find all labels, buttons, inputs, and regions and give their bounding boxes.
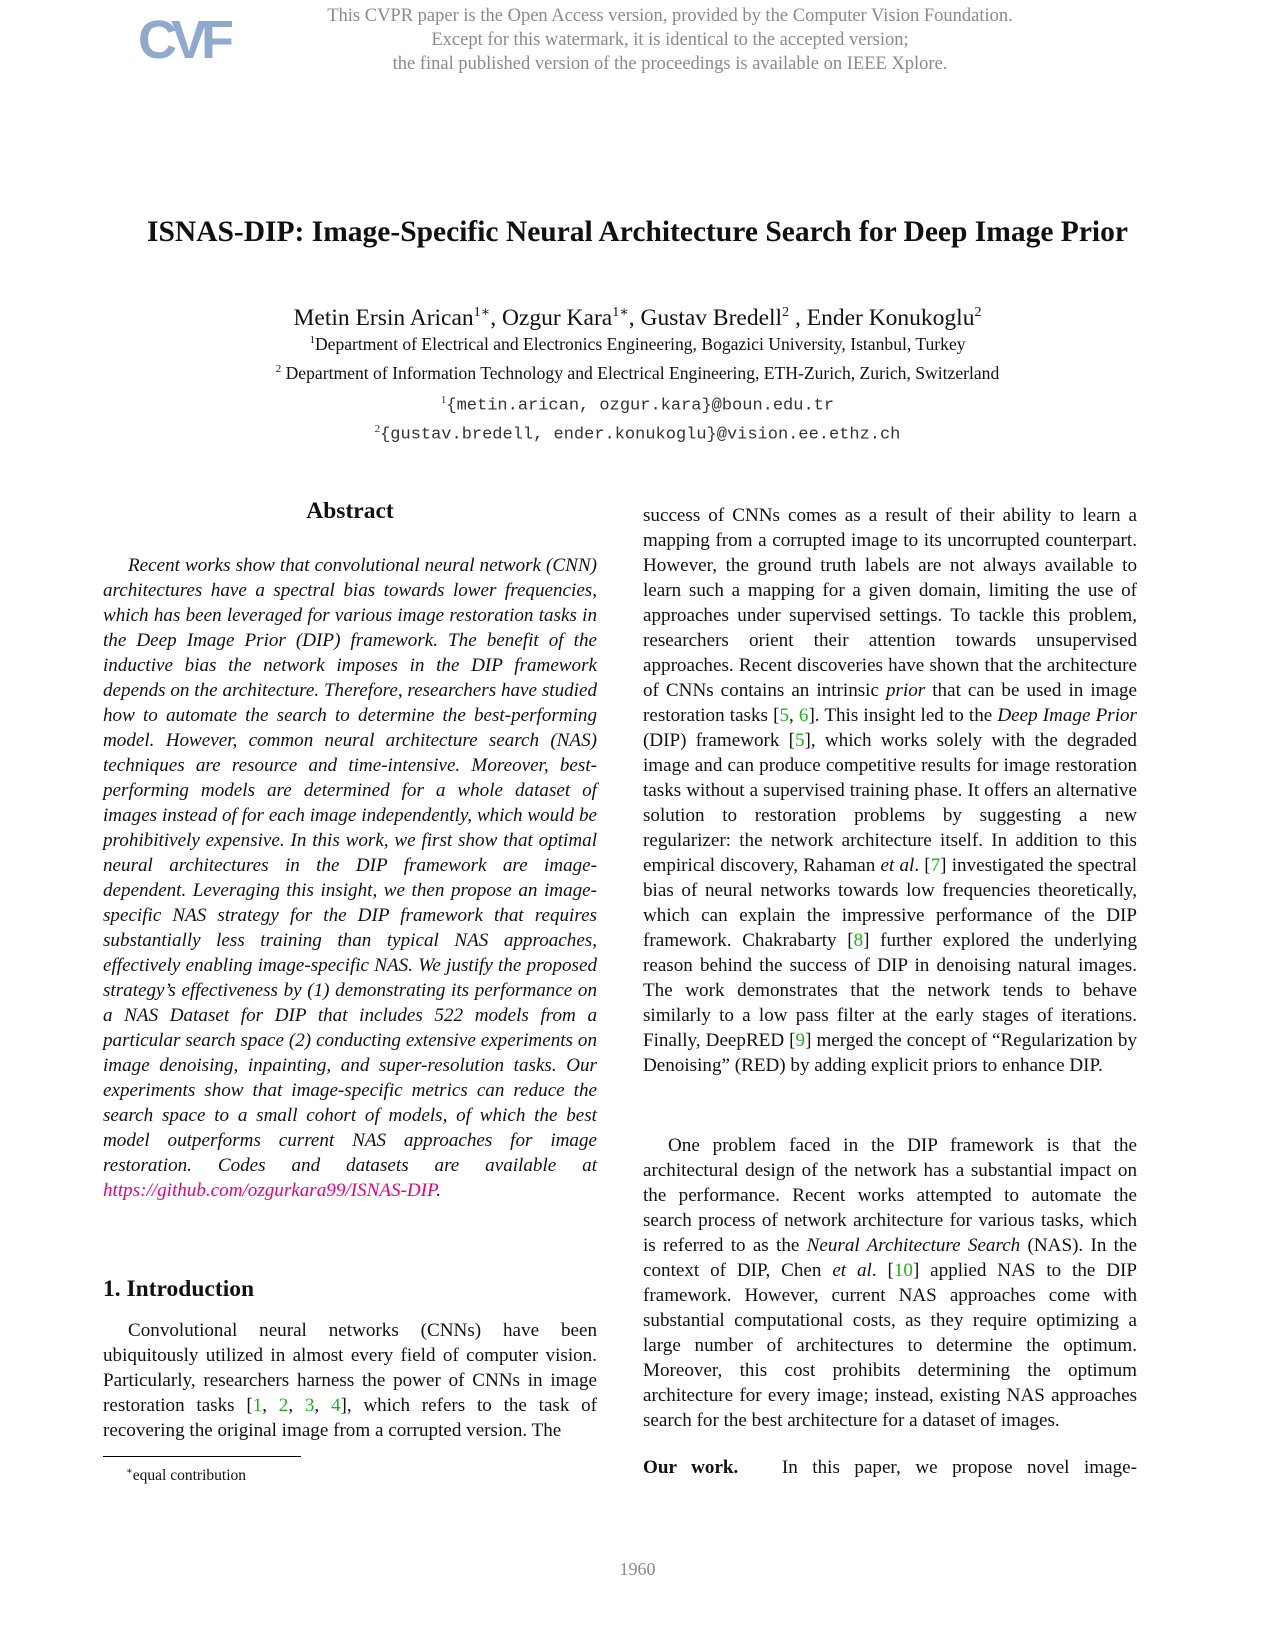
email-2-text: {gustav.bredell, ender.konukoglu}@vision.ee.ethz.ch [380,425,901,445]
footnote-mark: ∗ [126,1466,133,1477]
email-1-mark: 1 [440,394,447,406]
citation-10[interactable]: 10 [893,1260,913,1281]
affiliation-1-text: Department of Electrical and Electronics Engineering, Bogazici University, Istanbul, Turkey [314,333,966,354]
rc-dip-italic: Deep Image Prior [997,705,1137,726]
rc-text-a: success of CNNs comes as a result of their ability to learn a mapping from a corrupted image to its uncorrupted counterpart. However, the ground truth labels are not always available to learn such a mapping for a given domain, limiting the use of approaches under supervised settings. To tackle this problem, researchers orient their attention towards unsupervised approaches. Recent discoveries have shown that the architecture of CNNs contains an intrinsic [643,505,1137,701]
citation-5[interactable]: 5 [779,705,789,726]
watermark-line-3: the final published version of the proceedings is available on IEEE Xplore. [392,54,948,74]
author-2: , Ozgur Kara [490,304,613,331]
email-1-text: {metin.arican, ozgur.kara}@boun.edu.tr [446,396,835,416]
author-3: , Gustav Bredell [628,304,783,331]
citation-4[interactable]: 4 [330,1395,341,1416]
rc-text-c: ]. This insight led to the [808,705,998,726]
abstract-text: Recent works show that convolutional neural network (CNN) architectures have a spectral bias towards lower frequencies, which has been leveraged for various image restoration tasks in the Deep Image Prior (DIP) framework. The benefit of the inductive bias the network imposes in the DIP framework depends on the architecture. Therefore, researchers have studied how to automate the search to determine the best-performing model. However, common neural architecture search (NAS) techniques are resource and time-intensive. Moreover, best-performing models are determined for a whole dataset of images instead of for each image independently, which would be prohibitively expensive. In this work, we first show that optimal neural architectures in the DIP framework are image-dependent. Leveraging this insight, we then propose an image-specific NAS strategy for the DIP framework that requires substantially less training than typical NAS approaches, effectively enabling image-specific NAS. We justify the proposed strategy’s effectiveness by (1) demonstrating its performance on a NAS Dataset for DIP that includes 522 models from a particular search space (2) conducting extensive experiments on image denoising, inpainting, and super-resolution tasks. Our experiments show that image-specific metrics can reduce the search space to a small cohort of models, of which the best model outperforms current NAS approaches for image restoration. Codes and datasets are available at [103,555,597,1176]
rc2-text-d: ] applied NAS to the DIP framework. However, current NAS approaches come with substantial computational costs, as they require optimizing a large number of architectures to determine the optimum. Moreover, this cost prohibits determining the optimum architecture for every image; instead, existing NAS approaches search for the best architecture for a dataset of images. [643,1260,1138,1431]
author-4-mark: 2 [974,305,982,320]
footnote-rule [103,1456,301,1457]
our-work-text: In this paper, we propose novel image- [781,1457,1137,1478]
citation-5b[interactable]: 5 [794,730,805,751]
author-1: Metin Ersin Arican [293,304,474,331]
right-column-paragraph-3 [643,1455,1137,1480]
abstract-body [103,553,597,1203]
intro-text-b: ], which refers to the task of recovering the original image from a corrupted version. The [103,1395,598,1441]
open-access-watermark [250,4,1090,76]
affiliation-1 [40,329,1235,355]
right-column-paragraph-1 [643,503,1137,1078]
rc-text-b: that can be used in image restoration tasks [ [643,680,1137,726]
rc-text-g: ] investigated the spectral bias of neural networks towards low frequencies theoretically, which can explain the impressive performance of the DIP framework. Chakrabarty [ [643,855,1138,951]
author-2-mark: 1∗ [612,305,629,320]
intro-text-a: Convolutional neural networks (CNNs) have been ubiquitously utilized in almost every field of computer vision. Particularly, researchers harness the power of CNNs in image restoration tasks [ [103,1320,597,1416]
rc-text-h: ] further explored the underlying reason behind the success of DIP in denoising natural images. The work demonstrates that the network tends to behave similarly to a low pass filter at the early stages of iterations. Finally, DeepRED [ [643,930,1137,1051]
rc-etal-italic: et al [880,855,915,876]
footnote [126,1462,246,1486]
rc2-text-b: (NAS). In the context of DIP, Chen [643,1235,1137,1281]
right-column-paragraph-2 [643,1133,1137,1433]
citation-separator: , [262,1395,279,1416]
rc2-text-a: One problem faced in the DIP framework is that the architectural design of the network has a substantial impact on the performance. Recent works attempted to automate the search process of network architecture for various tasks, which is referred to as the [643,1135,1137,1256]
rc-text-d: (DIP) framework [ [643,730,795,751]
citation-1[interactable]: 1 [252,1395,263,1416]
watermark-line-1: This CVPR paper is the Open Access version, provided by the Computer Vision Foundation. [327,6,1013,26]
email-2-mark: 2 [374,423,381,435]
paper-title: ISNAS-DIP: Image-Specific Neural Architecture Search for Deep Image Prior [147,216,1128,248]
watermark-line-2: Except for this watermark, it is identical to the accepted version; [431,30,909,50]
abstract-heading: Abstract [306,498,394,524]
citation-separator: , [288,1395,305,1416]
author-4: , Ender Konukoglu [789,304,975,331]
author-3-mark: 2 [782,305,790,320]
citation-7[interactable]: 7 [930,855,941,876]
citation-3[interactable]: 3 [304,1395,315,1416]
code-link[interactable]: https://github.com/ozgurkara99/ISNAS-DIP [103,1180,437,1201]
introduction-heading: 1. Introduction [103,1276,255,1302]
rc2-text-c: . [ [871,1260,894,1281]
rc-prior-italic: prior [885,680,926,701]
citation-2[interactable]: 2 [278,1395,289,1416]
introduction-paragraph [103,1318,597,1443]
affiliation-1-mark: 1 [309,334,315,346]
rc2-nas-italic: Neural Architecture Search [806,1235,1021,1256]
author-1-mark: 1∗ [473,305,491,320]
citation-separator: , [788,705,799,726]
rc-text-i: ] merged the concept of “Regularization by Denoising” (RED) by adding explicit priors to enhance DIP. [643,1030,1138,1076]
affiliation-2 [40,358,1235,384]
rc2-etal-italic: et al [832,1260,872,1281]
our-work-label: Our work. [643,1457,739,1478]
author-list [40,298,1235,333]
cvf-logo [138,8,234,70]
footnote-text: equal contribution [132,1467,247,1485]
affiliation-2-mark: 2 [275,363,282,375]
page-number: 1960 [619,1559,656,1579]
rc-text-f: . [ [914,855,931,876]
email-line-1 [40,389,1235,418]
rc-text-e: ], which works solely with the degraded image and can produce competitive results for image restoration tasks without a supervised training phase. It offers an alternative solution to restoration problems by suggesting a new regularizer: the network architecture itself. In addition to this empirical discovery, Rahaman [643,730,1137,876]
affiliation-2-text: Department of Information Technology and Electrical Engineering, ETH-Zurich, Zurich, Switzerland [281,362,1000,383]
citation-6[interactable]: 6 [798,705,809,726]
citation-separator: , [314,1395,331,1416]
abstract-end: . [436,1180,442,1201]
email-line-2 [40,418,1235,447]
citation-8[interactable]: 8 [853,930,864,951]
cvf-logo-text: CVF [138,10,228,70]
citation-9[interactable]: 9 [795,1030,806,1051]
